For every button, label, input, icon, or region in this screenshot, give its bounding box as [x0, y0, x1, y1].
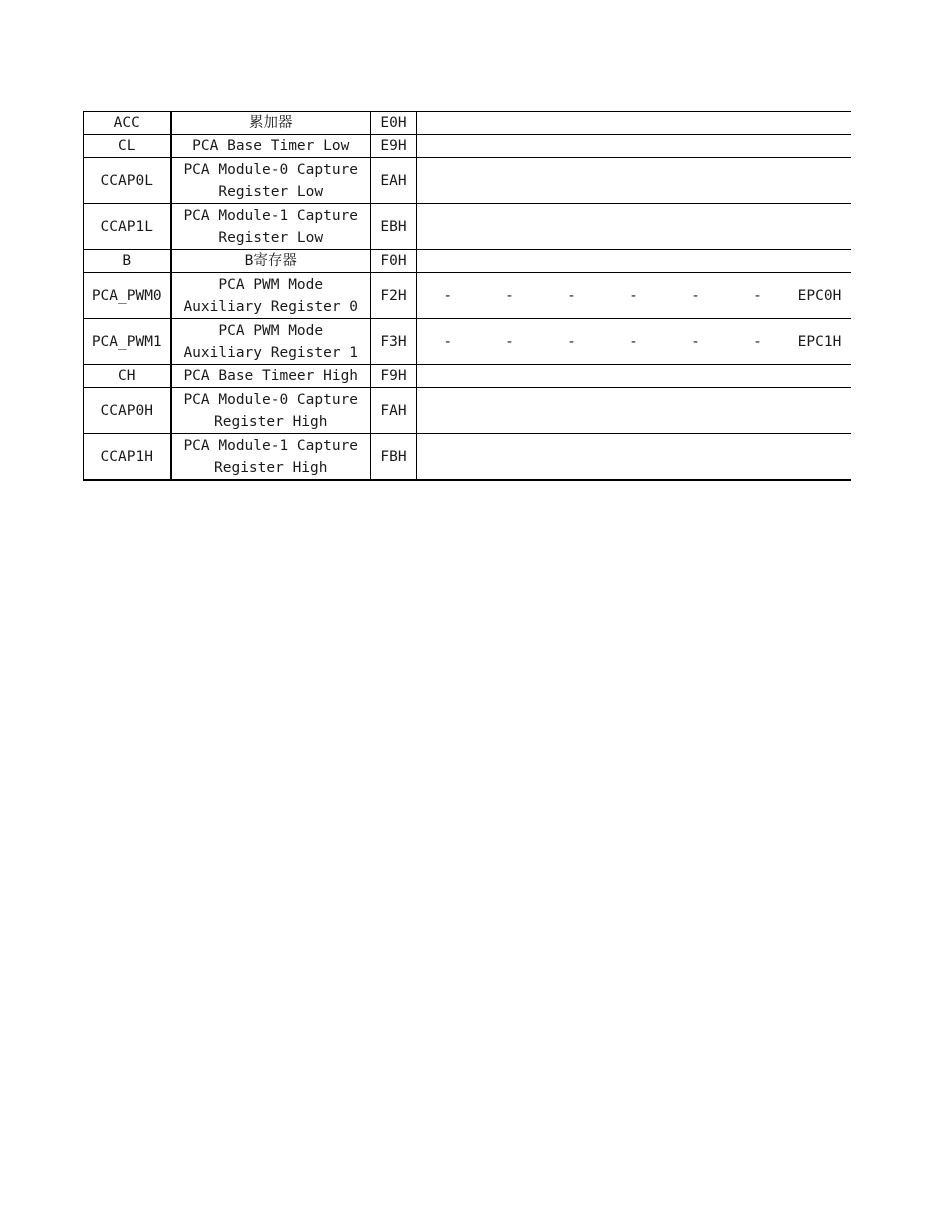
- register-bit-cell: [479, 112, 541, 135]
- register-address: FBH: [371, 434, 417, 481]
- register-name: CL: [84, 135, 171, 158]
- register-bit-cell: [665, 365, 727, 388]
- register-bit-cell: -: [541, 319, 603, 365]
- register-bit-cell: [789, 388, 851, 434]
- register-description: [171, 388, 371, 434]
- register-bit-cell: [479, 388, 541, 434]
- register-bit-cell: [479, 434, 541, 481]
- description-line: PCA Module-0 Capture: [183, 161, 359, 178]
- table-row: [84, 365, 851, 388]
- register-address: F9H: [371, 365, 417, 388]
- register-bit-cell: [727, 434, 789, 481]
- register-name: CH: [84, 365, 171, 388]
- register-bit-cell: [789, 204, 851, 250]
- register-address: F3H: [371, 319, 417, 365]
- register-bit-cell: [727, 250, 789, 273]
- register-bit-cell: -: [541, 273, 603, 319]
- register-bit-cell: [665, 112, 727, 135]
- register-bit-cell: [541, 388, 603, 434]
- register-bit-cell: [789, 434, 851, 481]
- register-bit-cell: -: [727, 273, 789, 319]
- register-name: B: [84, 250, 171, 273]
- register-bit-cell: [603, 365, 665, 388]
- sfr-register-table: [83, 111, 851, 481]
- register-bit-cell: [417, 250, 479, 273]
- register-address: FAH: [371, 388, 417, 434]
- register-bit-cell: [727, 112, 789, 135]
- register-bit-cell: [665, 204, 727, 250]
- register-description: [171, 365, 371, 388]
- register-bit-cell: [541, 158, 603, 204]
- register-bit-cell: [603, 204, 665, 250]
- register-description: [171, 112, 371, 135]
- register-bit-cell: [665, 434, 727, 481]
- register-bit-cell: [417, 388, 479, 434]
- register-bit-cell: -: [665, 319, 727, 365]
- register-bit-cell: [603, 250, 665, 273]
- description-line: PCA PWM Mode: [218, 322, 324, 339]
- register-name: CCAP0H: [84, 388, 171, 434]
- register-description: [171, 273, 371, 319]
- register-name: PCA_PWM1: [84, 319, 171, 365]
- description-line: PCA PWM Mode: [218, 276, 324, 293]
- register-bit-cell: [603, 388, 665, 434]
- register-address: F2H: [371, 273, 417, 319]
- table-row: [84, 250, 851, 273]
- register-bit-cell: [417, 135, 479, 158]
- register-description: [171, 250, 371, 273]
- register-name: CCAP0L: [84, 158, 171, 204]
- register-bit-cell: [417, 112, 479, 135]
- description-line: PCA Base Timeer High: [183, 368, 359, 384]
- description-line: PCA Module-1 Capture: [183, 437, 359, 454]
- register-bit-cell: [603, 434, 665, 481]
- register-description: [171, 158, 371, 204]
- table-row: [84, 273, 851, 319]
- register-bit-cell: [417, 158, 479, 204]
- register-description: [171, 434, 371, 481]
- table-row: [84, 204, 851, 250]
- register-bit-cell: [727, 388, 789, 434]
- table-row: [84, 112, 851, 135]
- register-bit-cell: -: [603, 319, 665, 365]
- table-row: [84, 388, 851, 434]
- register-bit-cell: [479, 158, 541, 204]
- register-name: CCAP1H: [84, 434, 171, 481]
- sfr-table-body: [84, 112, 851, 481]
- register-bit-cell: [603, 135, 665, 158]
- register-bit-cell: [541, 365, 603, 388]
- description-line: Register Low: [218, 183, 324, 200]
- register-bit-cell: -: [417, 319, 479, 365]
- description-line: Register High: [214, 413, 328, 430]
- register-address: EAH: [371, 158, 417, 204]
- table-row: [84, 434, 851, 481]
- register-bit-cell: [603, 158, 665, 204]
- register-bit-cell: [417, 434, 479, 481]
- register-bit-cell: -: [479, 319, 541, 365]
- register-bit-cell: [727, 135, 789, 158]
- register-bit-cell: [541, 204, 603, 250]
- register-address: E9H: [371, 135, 417, 158]
- register-name: ACC: [84, 112, 171, 135]
- table-row: [84, 158, 851, 204]
- register-bit-cell: -: [727, 319, 789, 365]
- description-line: B寄存器: [244, 253, 297, 269]
- register-bit-cell: -: [603, 273, 665, 319]
- register-description: [171, 319, 371, 365]
- register-bit-cell: [665, 158, 727, 204]
- register-bit-cell: EPC0H: [789, 273, 851, 319]
- register-address: EBH: [371, 204, 417, 250]
- register-bit-cell: [789, 365, 851, 388]
- register-bit-cell: [541, 250, 603, 273]
- register-bit-cell: -: [417, 273, 479, 319]
- register-bit-cell: [727, 158, 789, 204]
- description-line: Auxiliary Register 1: [183, 344, 359, 361]
- register-bit-cell: [789, 158, 851, 204]
- table-row: [84, 135, 851, 158]
- description-line: PCA Module-1 Capture: [183, 207, 359, 224]
- description-line: PCA Module-0 Capture: [183, 391, 359, 408]
- register-bit-cell: [665, 135, 727, 158]
- description-line: Register High: [214, 459, 328, 476]
- register-bit-cell: -: [665, 273, 727, 319]
- description-line: 累加器: [249, 115, 293, 131]
- register-bit-cell: EPC1H: [789, 319, 851, 365]
- register-bit-cell: [479, 204, 541, 250]
- register-name: PCA_PWM0: [84, 273, 171, 319]
- table-row: [84, 319, 851, 365]
- register-bit-cell: [665, 388, 727, 434]
- register-bit-cell: [541, 434, 603, 481]
- register-bit-cell: [789, 250, 851, 273]
- description-line: Register Low: [218, 229, 324, 246]
- register-bit-cell: [789, 112, 851, 135]
- register-description: [171, 135, 371, 158]
- register-bit-cell: [479, 250, 541, 273]
- register-bit-cell: [541, 112, 603, 135]
- register-address: F0H: [371, 250, 417, 273]
- register-bit-cell: [727, 204, 789, 250]
- register-bit-cell: [665, 250, 727, 273]
- register-bit-cell: [479, 135, 541, 158]
- register-bit-cell: [541, 135, 603, 158]
- register-bit-cell: [479, 365, 541, 388]
- register-bit-cell: [417, 204, 479, 250]
- register-bit-cell: [603, 112, 665, 135]
- description-line: PCA Base Timer Low: [192, 138, 350, 154]
- register-bit-cell: -: [479, 273, 541, 319]
- register-name: CCAP1L: [84, 204, 171, 250]
- register-bit-cell: [727, 365, 789, 388]
- description-line: Auxiliary Register 0: [183, 298, 359, 315]
- register-bit-cell: [417, 365, 479, 388]
- register-description: [171, 204, 371, 250]
- register-address: E0H: [371, 112, 417, 135]
- register-bit-cell: [789, 135, 851, 158]
